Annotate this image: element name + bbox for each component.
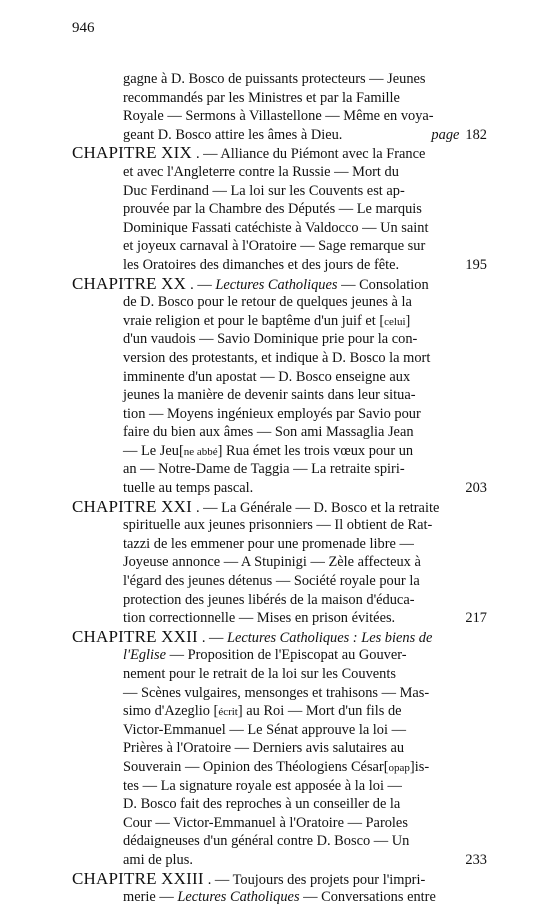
toc-line [0, 293, 549, 312]
toc-line-text: D. Bosco fait des reproches à un conseiller de la [123, 796, 401, 813]
toc-line-text: geant D. Bosco attire les âmes à Dieu. [123, 126, 343, 143]
toc-line [0, 126, 549, 145]
chapter-label: CHAPITRE XXIII [72, 868, 204, 888]
toc-line-text: tes — La signature royale est apposée à la loi — [123, 777, 402, 794]
page-ref-number: 182 [465, 126, 487, 143]
chapter-label: CHAPITRE XX [72, 273, 187, 293]
toc-line [0, 182, 549, 201]
toc-line [0, 591, 549, 610]
toc-line-text: an — Notre-Dame de Taggia — La retraite spiri- [123, 461, 405, 478]
toc-line [0, 628, 549, 647]
toc-line [0, 572, 549, 591]
toc-line-text: tuelle au temps pascal. [123, 480, 254, 497]
toc-line [0, 200, 549, 219]
toc-line-text: Victor-Emmanuel — Le Sénat approuve la loi — [123, 721, 406, 738]
toc-line [0, 609, 549, 628]
toc-line-text: — Scènes vulgaires, mensonges et trahisons — Mas- [123, 684, 430, 701]
toc-line-text: jeunes la manière de devenir saints dans leur situa- [123, 387, 416, 404]
toc-line [0, 256, 549, 275]
toc-line [0, 851, 549, 870]
toc-line-text: tion — Moyens ingénieux employés par Savio pour [123, 405, 421, 422]
toc-line [0, 888, 549, 907]
toc-line [0, 553, 549, 572]
toc-line-text: . — Lectures Catholiques — Consolation [190, 276, 429, 293]
toc-line-text: . — Toujours des projets pour l'impri- [207, 871, 426, 888]
toc-line-text: ami de plus. [123, 851, 193, 868]
toc-line [0, 814, 549, 833]
page-ref-number: 233 [465, 851, 487, 868]
toc-entry-xxii [0, 628, 549, 870]
toc-line-text: tazzi de les emmener pour une promenade libre — [123, 535, 414, 552]
toc-line [0, 89, 549, 108]
toc-entry-xxi [0, 498, 549, 628]
toc-line-text: Duc Ferdinand — La loi sur les Couvents est ap- [123, 182, 405, 199]
toc-line-text: protection des jeunes libérés de la maison d'éduca- [123, 591, 415, 608]
toc-line-text: spirituelle aux jeunes prisonniers — Il obtient de Rat- [123, 517, 433, 534]
toc-line [0, 870, 549, 889]
toc-line-text: Royale — Sermons à Villastellone — Même en voya- [123, 108, 434, 125]
toc-line-text: tion correctionnelle — Mises en prison évitées. [123, 610, 396, 627]
toc-line-text: faire du bien aux âmes — Son ami Massaglia Jean [123, 424, 414, 441]
toc-line-text: l'Eglise — Proposition de l'Episcopat au Gouver- [123, 647, 407, 664]
chapter-label: CHAPITRE XIX [72, 143, 192, 163]
toc-line [0, 646, 549, 665]
toc-line-text: merie — Lectures Catholiques — Conversations entre [123, 889, 436, 906]
toc-line [0, 368, 549, 387]
toc-line [0, 70, 549, 89]
page-number: 946 [72, 20, 95, 36]
toc-line [0, 107, 549, 126]
toc-line [0, 349, 549, 368]
toc-line [0, 312, 549, 331]
chapter-label: CHAPITRE XXI [72, 496, 192, 516]
toc-line [0, 275, 549, 294]
toc-line-text: recommandés par les Ministres et par la Famille [123, 89, 400, 106]
toc-line-text: simo d'Azeglio [écrit] au Roi — Mort d'un fils de [123, 703, 402, 720]
toc-line-text: Dominique Fassati catéchiste à Valdocco — Un saint [123, 219, 429, 236]
toc-line [0, 386, 549, 405]
toc-line [0, 163, 549, 182]
page-ref-number: 203 [465, 480, 487, 497]
toc-line [0, 758, 549, 777]
toc-line-text: et avec l'Angleterre contre la Russie — Mort du [123, 163, 399, 180]
toc-line [0, 721, 549, 740]
toc-entry-xxiii [0, 870, 549, 907]
toc-line-text: dédaigneuses d'un général contre D. Bosco — Un [123, 833, 410, 850]
toc-line [0, 144, 549, 163]
toc-entry-xx [0, 275, 549, 498]
toc-line-text: — Le Jeu[ne abbé] Rua émet les trois vœux pour un [123, 442, 414, 459]
toc-line [0, 665, 549, 684]
toc-line-text: . — Lectures Catholiques : Les biens de [201, 629, 433, 646]
chapter-label: CHAPITRE XXII [72, 626, 198, 646]
toc-line-text: Joyeuse annonce — A Stupinigi — Zèle affecteux à [123, 554, 421, 571]
toc-line [0, 684, 549, 703]
toc-line-text: . — Alliance du Piémont avec la France [195, 146, 426, 163]
toc-line [0, 330, 549, 349]
toc-line [0, 219, 549, 238]
page-word: page [431, 126, 460, 143]
toc-line [0, 535, 549, 554]
toc-line-text: les Oratoires des dimanches et des jours de fête. [123, 256, 400, 273]
toc-line-text: gagne à D. Bosco de puissants protecteurs — Jeunes [123, 71, 426, 87]
page-reference [465, 609, 487, 628]
toc-line [0, 423, 549, 442]
toc-line [0, 460, 549, 479]
toc-line [0, 777, 549, 796]
toc-line [0, 832, 549, 851]
page-ref-number: 217 [465, 610, 487, 627]
toc-line [0, 442, 549, 461]
page-ref-number: 195 [465, 256, 487, 273]
table-of-contents [0, 70, 549, 907]
toc-line-text: . — La Générale — D. Bosco et la retraite [195, 499, 440, 516]
toc-line-text: Cour — Victor-Emmanuel à l'Oratoire — Paroles [123, 814, 408, 831]
toc-line-text: Souverain — Opinion des Théologiens César[opap]is- [123, 758, 430, 775]
toc-line-text: imminente d'un apostat — D. Bosco enseigne aux [123, 368, 411, 385]
toc-entry-intro [0, 70, 549, 144]
toc-line-text: de D. Bosco pour le retour de quelques jeunes à la [123, 294, 412, 311]
toc-line-text: et joyeux carnaval à l'Oratoire — Sage remarque sur [123, 238, 426, 255]
page-reference [465, 479, 487, 498]
toc-line-text: version des protestants, et indique à D. Bosco la mort [123, 349, 431, 366]
toc-line [0, 739, 549, 758]
page-reference [465, 256, 487, 275]
toc-line [0, 702, 549, 721]
page-reference [431, 126, 487, 145]
toc-line-text: nement pour le retrait de la loi sur les Couvents [123, 666, 396, 682]
toc-line-text: Prières à l'Oratoire — Derniers avis salutaires au [123, 740, 405, 757]
toc-line [0, 405, 549, 424]
toc-line-text: prouvée par la Chambre des Députés — Le marquis [123, 201, 422, 218]
toc-line-text: l'égard des jeunes détenus — Société royale pour la [123, 573, 420, 590]
page-reference [465, 851, 487, 870]
toc-entry-xix [0, 144, 549, 274]
toc-line [0, 498, 549, 517]
toc-line-text: vraie religion et pour le baptême d'un juif et [celui] [123, 312, 411, 329]
toc-line [0, 516, 549, 535]
toc-line [0, 795, 549, 814]
toc-line [0, 479, 549, 498]
toc-line-text: d'un vaudois — Savio Dominique prie pour la con- [123, 331, 418, 348]
toc-line [0, 237, 549, 256]
